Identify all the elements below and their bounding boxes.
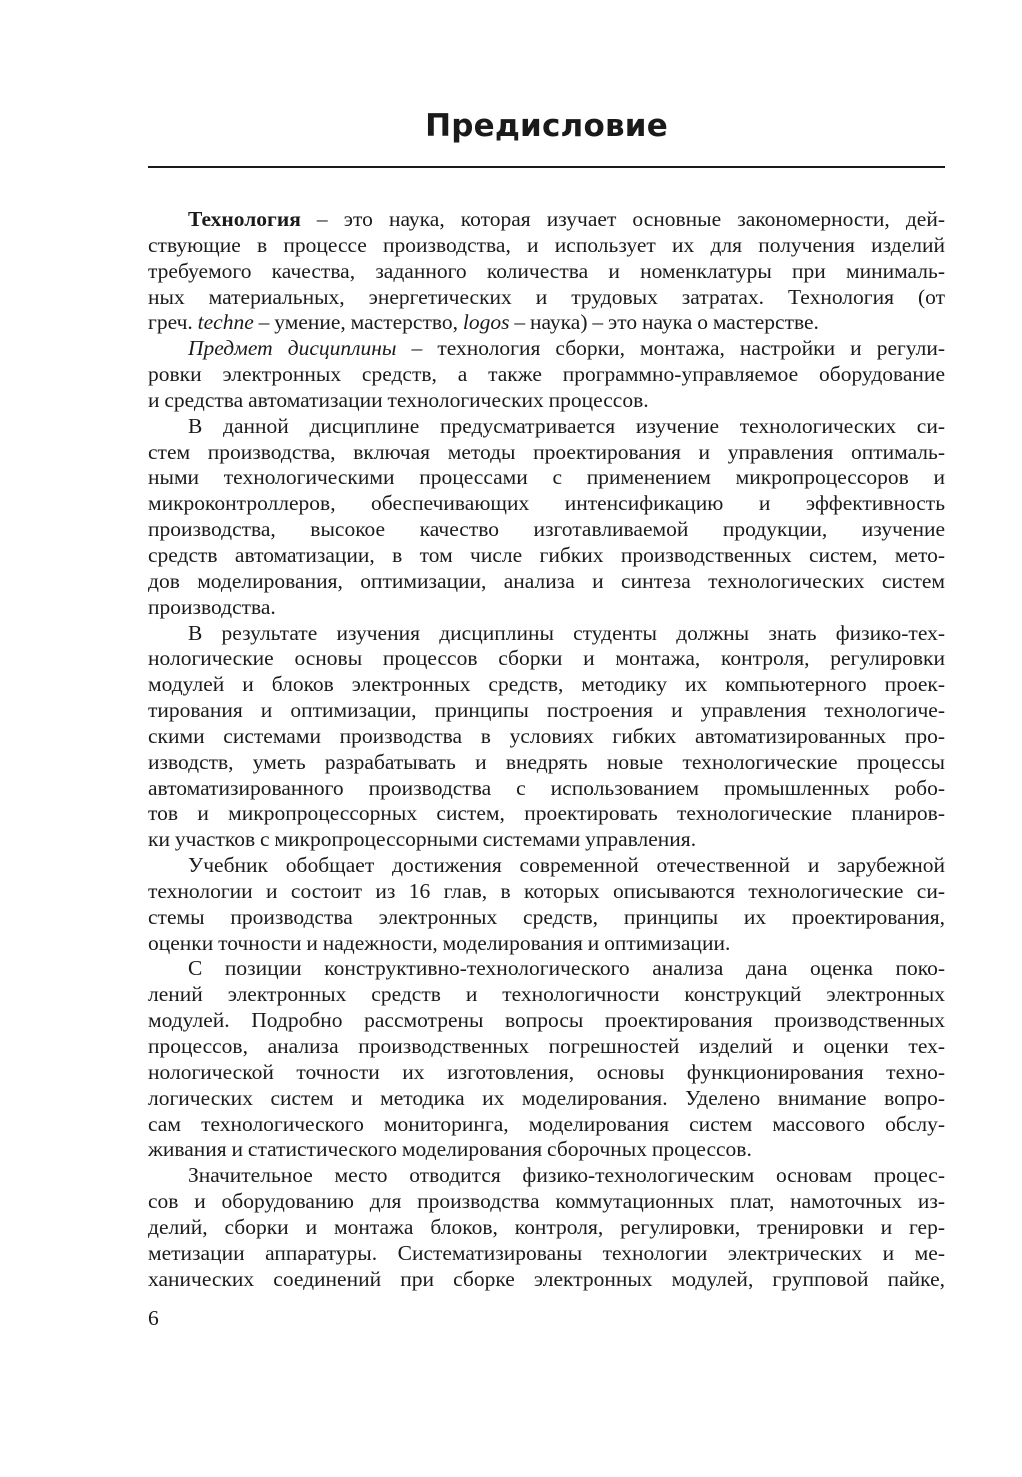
text-run: модулей и блоков электронных средств, методику их компьютерного проек- [148, 672, 945, 697]
text-run: – наука) – это наука о мастерстве. [509, 310, 819, 335]
page-number: 6 [148, 1306, 159, 1330]
text-run: греч. [148, 310, 198, 335]
text-line [148, 517, 945, 543]
text-line [148, 491, 945, 517]
text-line [148, 827, 945, 853]
text-line [148, 853, 945, 879]
text-run: производства, высокое качество изготавливаемой продукции, изучение [148, 517, 945, 542]
text-run: ки участков с микропроцессорными системами управления. [148, 827, 697, 852]
text-run: – технология сборки, монтажа, настройки и регули- [396, 336, 946, 361]
text-run: требуемого качества, заданного количества и номенклатуры при минималь- [148, 258, 945, 283]
text-line [148, 285, 945, 311]
text-line [148, 1008, 945, 1034]
text-line [148, 595, 945, 621]
italic-term: logos [462, 310, 510, 335]
text-line [148, 1060, 945, 1086]
text-line [148, 1267, 945, 1293]
text-line [148, 569, 945, 595]
text-line [148, 388, 945, 414]
text-run: живания и статистического моделирования сборочных процессов. [148, 1137, 752, 1162]
text-line [148, 543, 945, 569]
text-run: лений электронных средств и технологичности конструкций электронных [148, 982, 945, 1007]
text-line [148, 672, 945, 698]
text-line [148, 646, 945, 672]
text-run: ханических соединений при сборке электронных модулей, групповой пайке, [148, 1266, 945, 1291]
text-line [148, 362, 945, 388]
text-line [148, 259, 945, 285]
text-run: ровки электронных средств, а также программно-управляемое оборудование [148, 362, 945, 387]
text-run: делий, сборки и монтажа блоков, контроля, регулировки, тренировки и гер- [148, 1214, 945, 1239]
text-run: производства. [148, 594, 276, 619]
text-run: ных материальных, энергетических и трудовых затратах. Технология (от [148, 284, 945, 309]
text-run: нологические основы процессов сборки и монтажа, контроля, регулировки [148, 646, 945, 671]
italic-term: Предмет дисциплины [188, 336, 397, 361]
text-line [148, 750, 945, 776]
text-run: сов и оборудованию для производства коммутационных плат, намоточных из- [148, 1189, 945, 1214]
text-line [148, 1189, 945, 1215]
text-run: тирования и оптимизации, принципы построения и управления технологиче- [148, 698, 945, 723]
text-line [148, 931, 945, 957]
text-run: сам технологического мониторинга, моделирования систем массового обслу- [148, 1111, 945, 1136]
text-run: нологической точности их изготовления, основы функционирования техно- [148, 1059, 945, 1084]
text-line [148, 879, 945, 905]
text-line [148, 956, 945, 982]
italic-term: techne [197, 310, 254, 335]
text-run: метизации аппаратуры. Систематизированы технологии электрических и ме- [148, 1240, 945, 1265]
paragraph [148, 853, 945, 956]
text-run: и средства автоматизации технологических процессов. [148, 387, 649, 412]
text-line [148, 336, 945, 362]
text-run: автоматизированного производства с использованием промышленных робо- [148, 775, 945, 800]
page-title: Предисловие [425, 108, 668, 144]
text-line [148, 1241, 945, 1267]
text-line [148, 1137, 945, 1163]
text-line [148, 1215, 945, 1241]
text-line [148, 724, 945, 750]
text-run: технологии и состоит из 16 глав, в которых описываются технологические си- [148, 878, 945, 903]
text-line [148, 1112, 945, 1138]
text-run: оценки точности и надежности, моделирования и оптимизации. [148, 930, 731, 955]
paragraph [148, 956, 945, 1163]
text-line [148, 698, 945, 724]
text-run: С позиции конструктивно-технологического анализа дана оценка поко- [188, 956, 945, 981]
paragraph [148, 414, 945, 621]
paragraph [148, 621, 945, 854]
text-line [148, 414, 945, 440]
title-rule [148, 166, 945, 168]
text-line [148, 233, 945, 259]
text-line [148, 440, 945, 466]
text-line [148, 982, 945, 1008]
text-line [148, 1163, 945, 1189]
text-run: логических систем и методика их моделирования. Уделено внимание вопро- [148, 1085, 945, 1110]
paragraph [148, 207, 945, 336]
text-run: тов и микропроцессорных систем, проектировать технологические планиров- [148, 801, 945, 826]
text-line [148, 801, 945, 827]
text-run: изводств, уметь разрабатывать и внедрять новые технологические процессы [148, 749, 945, 774]
text-run: ными технологическими процессами с применением микропроцессоров и [148, 465, 945, 490]
text-line [148, 621, 945, 647]
text-run: скими системами производства в условиях гибких автоматизированных про- [148, 723, 945, 748]
text-line [148, 1086, 945, 1112]
paragraph [148, 1163, 945, 1292]
text-line [148, 465, 945, 491]
paragraph [148, 336, 945, 414]
text-line [148, 207, 945, 233]
text-run: – это наука, которая изучает основные закономерности, дей- [300, 207, 945, 231]
text-run: модулей. Подробно рассмотрены вопросы проектирования производственных [148, 1008, 945, 1033]
text-run: стемы производства электронных средств, принципы их проектирования, [148, 904, 945, 929]
text-run: Учебник обобщает достижения современной отечественной и зарубежной [188, 853, 945, 878]
text-run: ствующие в процессе производства, и использует их для получения изделий [148, 232, 945, 257]
text-run: дов моделирования, оптимизации, анализа и синтеза технологических систем [148, 568, 945, 593]
body-text [148, 207, 945, 1292]
text-run: средств автоматизации, в том числе гибких производственных систем, мето- [148, 542, 945, 567]
text-line [148, 905, 945, 931]
text-run: стем производства, включая методы проектирования и управления оптималь- [148, 439, 945, 464]
bold-term: Технология [188, 207, 301, 231]
text-run: В результате изучения дисциплины студенты должны знать физико-тех- [188, 620, 945, 645]
text-line [148, 776, 945, 802]
text-run: процессов, анализа производственных погрешностей изделий и оценки тех- [148, 1034, 945, 1058]
text-run: микроконтроллеров, обеспечивающих интенсификацию и эффективность [148, 491, 945, 516]
text-run: Значительное место отводится физико-технологическим основам процес- [188, 1163, 945, 1188]
text-line [148, 310, 945, 336]
text-run: – умение, мастерство, [253, 310, 463, 335]
text-run: В данной дисциплине предусматривается изучение технологических си- [188, 413, 945, 438]
text-line [148, 1034, 945, 1060]
